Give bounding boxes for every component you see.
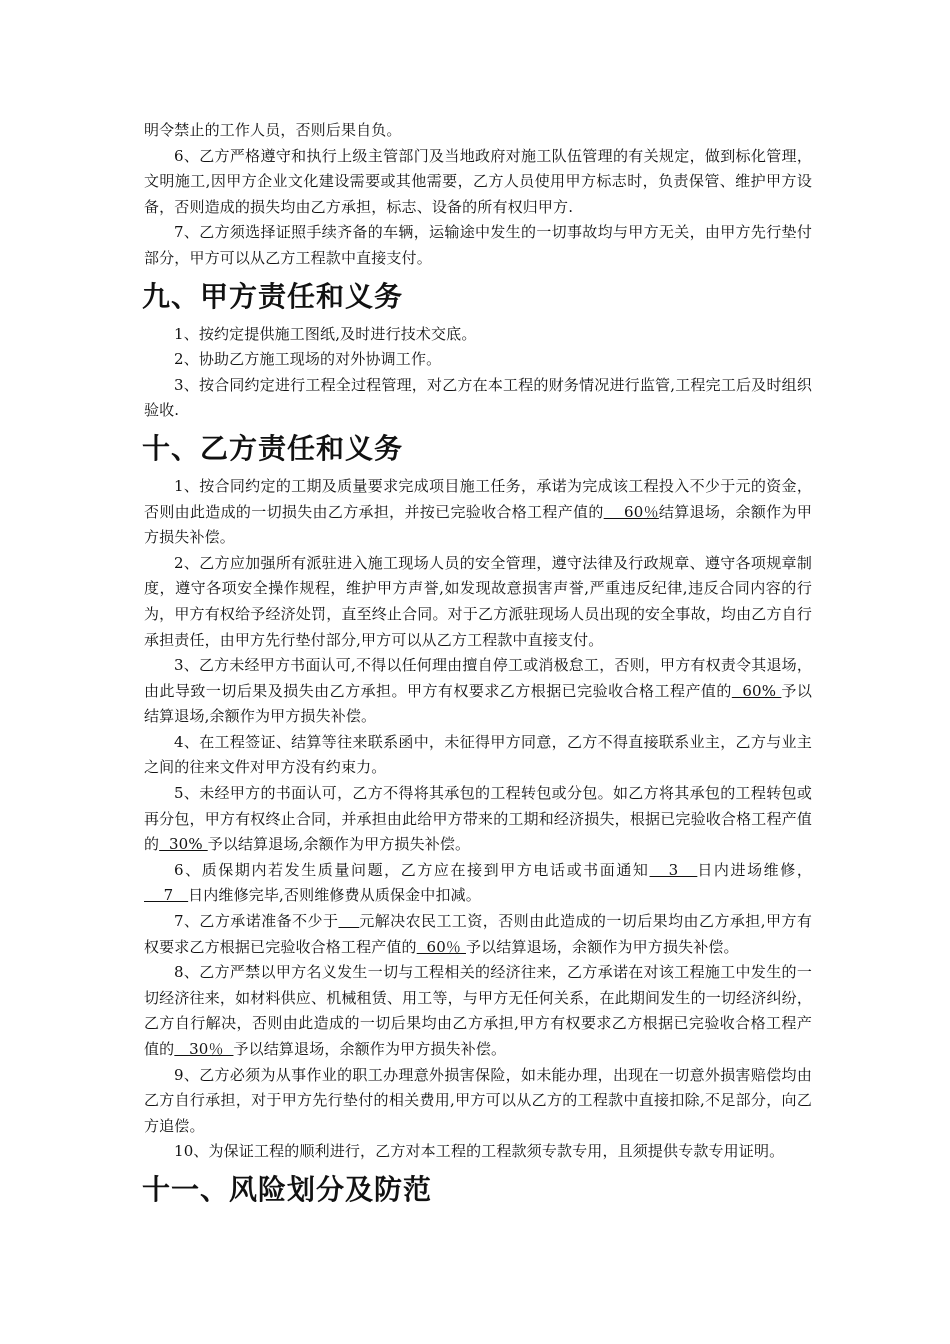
document-body: [144, 118, 812, 1215]
clause-10-5-blank: 30%: [159, 835, 208, 854]
clause-10-6-text-c: 日内维修完毕,否则维修费从质保金中扣减。: [188, 886, 481, 905]
clause-8-7: 7、乙方须选择证照手续齐备的车辆，运输途中发生的一切事故均与甲方无关，由甲方先行垫付部分，甲方可以从乙方工程款中直接支付。: [144, 223, 812, 267]
clause-10-2: 2、乙方应加强所有派驻进入施工现场人员的安全管理，遵守法律及行政规章、遵守各项规章制度，遵守各项安全操作规程，维护甲方声誉,如发现故意损害声誉,严重违反纪律,违反合同内容的行为，甲方有权给予经济处罚，直至终止合同。对于乙方派驻现场人员出现的安全事故，均由乙方自行承担责任，由甲方先行垫付部分,甲方可以从乙方工程款中直接支付。: [144, 553, 812, 649]
clause-10-1: [144, 474, 812, 551]
clause-10-7-text-b: 元解决农民工工资，否则由此造成的一切后果均由乙方承担,甲方有权要求乙方根据已完验收合格工程产值的: [144, 912, 812, 956]
clause-10-8: [144, 960, 812, 1062]
clause-10-3-text-a: 3、乙方未经甲方书面认可,不得以任何理由擅自停工或消极怠工，否则，甲方有权责令其退场，由此导致一切后果及损失由乙方承担。甲方有权要求乙方根据已完验收合格工程产值的: [144, 656, 812, 700]
clause-10-1-blank: 60％: [603, 502, 659, 521]
clause-10-3: [144, 653, 812, 730]
clause-10-4: 4、在工程签证、结算等往来联系函中，未征得甲方同意，乙方不得直接联系业主，乙方与业主之间的往来文件对甲方没有约束力。: [144, 732, 812, 777]
clause-10-10: 10、为保证工程的顺利进行，乙方对本工程的工程款须专款专用，且须提供专款专用证明。: [174, 1142, 785, 1161]
clause-10-9: 9、乙方必须为从事作业的职工办理意外损害保险，如未能办理，出现在一切意外损害赔偿均由乙方自行承担，对于甲方先行垫付的相关费用,甲方可以从乙方的工程款中直接扣除,不足部分，向乙方追偿。: [144, 1065, 812, 1135]
paragraph-continuation: 明令禁止的工作人员，否则后果自负。: [144, 121, 402, 139]
clause-10-8-blank: 30％: [174, 1040, 234, 1058]
section-11-heading: 十一、风险划分及防范: [142, 1172, 433, 1206]
clause-10-5: [144, 781, 812, 858]
clause-10-6-text-b: 日内进场维修，: [697, 860, 812, 879]
clause-10-8-text-a: 8、乙方严禁以甲方名义发生一切与工程相关的经济往来，乙方承诺在对该工程施工中发生的一切经济往来，如材料供应、机械租赁、用工等，与甲方无任何关系，在此期间发生的一切经济纠纷，乙方自行解决，否则由此造成的一切后果均由乙方承担,甲方有权要求乙方根据已完验收合格工程产值的: [144, 963, 812, 1058]
clause-10-6-blank-2: 7: [144, 886, 189, 905]
clause-10-8-text-b: 予以结算退场，余额作为甲方损失补偿。: [233, 1040, 507, 1058]
clause-10-5-text-b: 予以结算退场,余额作为甲方损失补偿。: [207, 835, 471, 854]
clause-10-7-blank-1: [338, 912, 359, 930]
clause-9-1: 1、按约定提供施工图纸,及时进行技术交底。: [174, 324, 477, 343]
clause-10-7: [144, 909, 812, 960]
section-10-heading: 十、乙方责任和义务: [142, 431, 404, 465]
clause-10-6: [144, 858, 812, 909]
clause-10-6-blank-1: 3: [649, 860, 698, 879]
clause-10-1-text-b: 结算退场，余额作为甲方损失补偿。: [144, 502, 812, 547]
clause-10-3-blank: 60%: [731, 681, 782, 700]
clause-10-1-text-a: 1、按合同约定的工期及质量要求完成项目施工任务，承诺为完成该工程投入不少于元的资金，否则由此造成的一切损失由乙方承担，并按已完验收合格工程产值的: [144, 476, 812, 521]
clause-10-5-text-a: 5、未经甲方的书面认可，乙方不得将其承包的工程转包或分包。如乙方将其承包的工程转包或再分包，甲方有权终止合同，并承担由此给甲方带来的工期和经济损失，根据已完验收合格工程产值的: [144, 784, 812, 854]
clause-10-3-text-b: 予以结算退场,余额作为甲方损失补偿。: [144, 681, 812, 726]
clause-8-6: 6、乙方严格遵守和执行上级主管部门及当地政府对施工队伍管理的有关规定，做到标化管理，文明施工,因甲方企业文化建设需要或其他需要，乙方人员使用甲方标志时，负责保管、维护甲方设备，否则造成的损失均由乙方承担，标志、设备的所有权归甲方.: [144, 146, 812, 216]
clause-10-7-text-a: 7、乙方承诺准备不少于: [174, 912, 339, 931]
clause-9-2: 2、协助乙方施工现场的对外协调工作。: [174, 350, 442, 369]
clause-10-7-blank-2: 60％: [416, 937, 466, 956]
clause-10-6-text-a: 6、质保期内若发生质量问题，乙方应在接到甲方电话或书面通知: [174, 860, 650, 879]
clause-9-3: 3、按合同约定进行工程全过程管理，对乙方在本工程的财务情况进行监管,工程完工后及时组织验收.: [144, 375, 812, 420]
section-9-heading: 九、甲方责任和义务: [142, 279, 404, 313]
clause-10-7-text-c: 予以结算退场，余额作为甲方损失补偿。: [466, 937, 739, 956]
